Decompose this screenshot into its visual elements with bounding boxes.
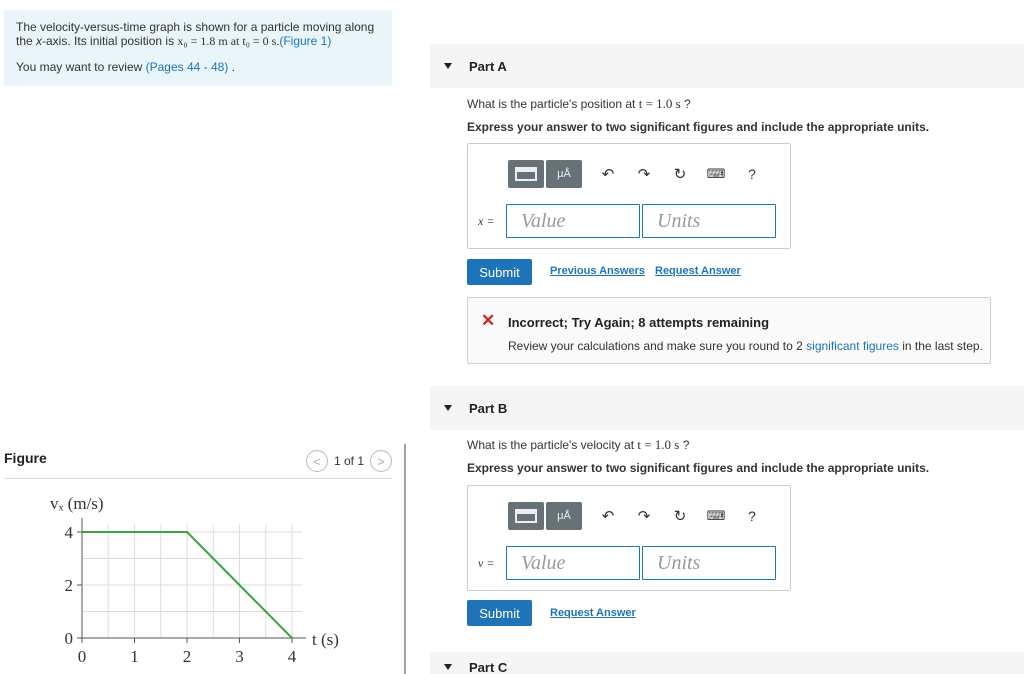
figure-divider (4, 478, 392, 479)
redo-icon: ↷ (637, 166, 651, 183)
help-icon: ? (748, 166, 756, 182)
part-a-submit-button[interactable]: Submit (467, 259, 532, 285)
problem-text (16, 20, 380, 48)
template-icon (515, 167, 537, 181)
mu-angstrom-icon: μÅ (557, 510, 571, 522)
figure-page-count: 1 of 1 (333, 454, 364, 468)
t0-value: = 0 s. (249, 34, 280, 48)
part-a-answer-box (467, 143, 791, 249)
part-b-title: Part B (469, 400, 508, 416)
prev-figure-button[interactable] (306, 450, 328, 472)
t0-var: t₀ (242, 34, 250, 48)
mu-angstrom-icon: μÅ (557, 168, 571, 180)
value-input[interactable]: Value (506, 546, 640, 580)
keyboard-icon: ⌨ (706, 508, 726, 523)
problem-text-a: the (16, 34, 37, 48)
part-b-instructions: Express your answer to two significant figures and include the appropriate units. (467, 461, 930, 475)
y-tick-label: 2 (64, 576, 73, 595)
significant-figures-link[interactable]: significant figures (806, 339, 899, 353)
template-icon (515, 509, 537, 523)
collapse-triangle-icon (444, 63, 452, 69)
chevron-right-icon: > (377, 453, 385, 469)
part-b-header[interactable] (430, 386, 1024, 430)
templates-button[interactable] (508, 160, 544, 188)
redo-icon: ↷ (637, 508, 651, 525)
reset-button[interactable] (662, 502, 698, 530)
part-c-header[interactable] (430, 652, 1024, 674)
part-a-request-answer-link[interactable]: Request Answer (655, 265, 741, 277)
x-tick-label: 3 (235, 647, 244, 666)
part-b-question (467, 437, 689, 453)
collapse-triangle-icon (444, 405, 452, 411)
x-axis-label: t (s) (312, 630, 339, 649)
undo-button[interactable] (590, 502, 626, 530)
figure-pager (306, 450, 392, 472)
part-c-title: Part C (469, 660, 508, 674)
undo-icon: ↶ (601, 166, 615, 183)
question-time: t = 1.0 s (638, 96, 681, 111)
reset-button[interactable] (662, 160, 698, 188)
units-symbol-button[interactable] (546, 502, 582, 530)
part-b-request-answer-link[interactable]: Request Answer (550, 607, 636, 619)
feedback-suffix: in the last step. (898, 339, 983, 353)
x-tick-label: 2 (182, 647, 192, 666)
y-axis-label: vₓ (m/s) (50, 494, 104, 513)
figure-title: Figure (4, 450, 47, 466)
units-input[interactable]: Units (642, 204, 776, 238)
part-a-title: Part A (469, 58, 507, 74)
question-prefix: What is the particle's position at (467, 97, 639, 111)
x0-var: x₀ (177, 34, 188, 48)
math-toolbar (508, 160, 770, 188)
chart-grid (82, 524, 302, 638)
y-tick-label: 4 (64, 523, 73, 542)
help-icon: ? (748, 508, 756, 524)
left-panel (0, 0, 404, 674)
undo-icon: ↶ (601, 508, 615, 525)
feedback-prefix: Review your calculations and make sure you round to 2 (508, 339, 807, 353)
part-b-submit-button[interactable]: Submit (467, 600, 532, 626)
incorrect-x-icon: ✕ (481, 311, 496, 330)
help-button[interactable] (734, 502, 770, 530)
part-a-question (467, 96, 691, 112)
review-pages-link[interactable]: (Pages 44 - 48) (145, 60, 229, 74)
answer-variable-label: x = (478, 214, 495, 228)
part-b-answer-box (467, 485, 791, 591)
keyboard-button[interactable] (698, 160, 734, 188)
figure-link[interactable]: (Figure 1) (279, 34, 332, 48)
value-input[interactable]: Value (506, 204, 640, 238)
templates-button[interactable] (508, 502, 544, 530)
chart-axes (82, 518, 306, 638)
feedback-message (508, 339, 983, 353)
keyboard-icon: ⌨ (706, 166, 726, 181)
x-tick-label: 1 (130, 647, 139, 666)
question-prefix: What is the particle's velocity at (467, 438, 638, 452)
redo-button[interactable] (626, 502, 662, 530)
problem-intro (4, 10, 392, 86)
chart-ticks (65, 523, 297, 666)
x0-value: = 1.8 m at (187, 34, 243, 48)
part-a-instructions: Express your answer to two significant figures and include the appropriate units. (467, 120, 930, 134)
units-symbol-button[interactable] (546, 160, 582, 188)
question-time: t = 1.0 s (637, 437, 680, 452)
x-tick-label: 0 (77, 647, 87, 666)
redo-button[interactable] (626, 160, 662, 188)
part-a-header[interactable] (430, 44, 1024, 88)
review-suffix: . (228, 60, 236, 74)
review-prefix: You may want to review (16, 60, 146, 74)
reset-icon: ↻ (673, 166, 687, 183)
y-tick-label: 0 (64, 629, 73, 648)
x-var: x (36, 34, 43, 48)
question-suffix: ? (679, 438, 690, 452)
keyboard-button[interactable] (698, 502, 734, 530)
feedback-box (467, 297, 991, 364)
answer-variable-label: v = (478, 556, 495, 570)
collapse-triangle-icon (444, 664, 452, 670)
figure-header (4, 450, 392, 474)
review-text (16, 60, 380, 74)
units-input[interactable]: Units (642, 546, 776, 580)
help-button[interactable] (734, 160, 770, 188)
chevron-left-icon: < (313, 453, 321, 469)
reset-icon: ↻ (673, 508, 687, 525)
velocity-time-graph (4, 480, 394, 674)
question-suffix: ? (680, 97, 691, 111)
next-figure-button[interactable] (370, 450, 392, 472)
problem-line-1: The velocity-versus-time graph is shown for a particle moving along (16, 20, 375, 34)
math-toolbar (508, 502, 770, 530)
panel-divider (404, 444, 406, 674)
feedback-title: Incorrect; Try Again; 8 attempts remaining (508, 315, 770, 330)
problem-text-b: -axis. Its initial position is (42, 34, 178, 48)
x-tick-label: 4 (287, 647, 297, 666)
undo-button[interactable] (590, 160, 626, 188)
previous-answers-link[interactable]: Previous Answers (550, 265, 645, 277)
